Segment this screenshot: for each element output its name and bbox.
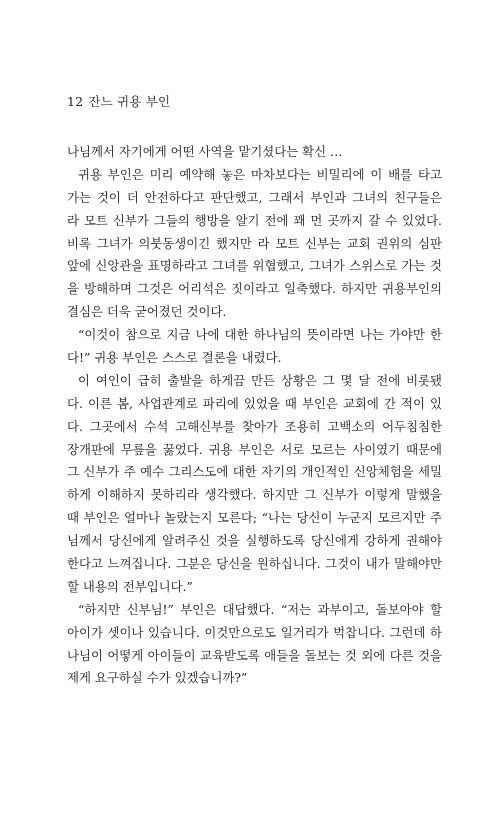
text-line: 나님이 어떻게 아이들이 교육받도록 애들을 돌보는 것 외에 다른 것을 (67, 647, 442, 663)
text-line: 할 내용의 전부입니다.” (67, 578, 193, 594)
text-line: “이것이 참으로 지금 나에 대한 하나님의 뜻이라면 나는 가야만 한 (78, 327, 442, 343)
text-line: 을 방해하며 그것은 어리석은 짓이라고 일축했다. 하지만 귀용부인의 (67, 281, 442, 297)
text-line: 귀용 부인은 미리 예약해 놓은 마차보다는 비밀리에 이 배를 타고 (78, 166, 442, 182)
running-head (67, 92, 170, 110)
text-line: 님께서 당신에게 알려주신 것을 실행하도록 당신에게 강하게 권해야 (67, 533, 442, 549)
text-line: 그 신부가 주 예수 그리스도에 대한 자기의 개인적인 신앙체험을 세밀 (67, 464, 442, 480)
text-line: 때 부인은 얼마나 놀랐는지 모른다; “나는 당신이 누군지 모르지만 주 (67, 510, 442, 526)
page-number: 12 (67, 94, 84, 109)
text-line: 다. 이른 봄, 사업관계로 파리에 있었을 때 부인은 교회에 간 적이 있 (67, 395, 442, 411)
running-head-title: 잔느 귀용 부인 (88, 94, 171, 109)
text-line: 한다고 느껴집니다. 그분은 당신을 원하십니다. 그것이 내가 말해야만 (67, 556, 442, 572)
text-line: 앞에 신앙관을 표명하라고 그녀를 위협했고, 그녀가 스위스로 가는 것 (67, 258, 442, 274)
text-line: 비록 그녀가 의붓동생이긴 했지만 라 모트 신부는 교회 권위의 심판 (67, 235, 442, 251)
text-line: 이 여인이 급히 출발을 하게끔 만든 상황은 그 몇 달 전에 비롯됐 (78, 372, 442, 388)
text-line: 아이가 셋이나 있습니다. 이것만으로도 일거리가 벅찹니다. 그런데 하 (67, 624, 442, 640)
text-line: “하지만 신부님!” 부인은 대답했다. “저는 과부이고, 돌보아야 할 (78, 601, 442, 617)
body-text (67, 141, 442, 690)
text-line: 다!” 귀용 부인은 스스로 결론을 내렸다. (67, 350, 282, 366)
text-line: 결심은 더욱 굳어졌던 것이다. (67, 304, 227, 320)
text-line: 하게 이해하지 못하리라 생각했다. 하지만 그 신부가 이렇게 말했을 (67, 487, 442, 503)
text-line: 가는 것이 더 안전하다고 판단했고, 그래서 부인과 그녀의 친구들은 (67, 189, 442, 205)
text-line: 제게 요구하실 수가 있겠습니까?” (67, 670, 248, 686)
text-line: 장개판에 무릎을 꿇었다. 귀용 부인은 서로 모르는 사이였기 때문에 (67, 441, 442, 457)
text-line: 다. 그곳에서 수석 고해신부를 찾아가 조용히 고백소의 어두침침한 (67, 418, 442, 434)
text-line: 라 모트 신부가 그들의 행방을 알기 전에 꽤 먼 곳까지 갈 수 있었다. (67, 212, 442, 228)
text-line: 나님께서 자기에게 어떤 사역을 맡기셨다는 확신 … (67, 144, 343, 159)
